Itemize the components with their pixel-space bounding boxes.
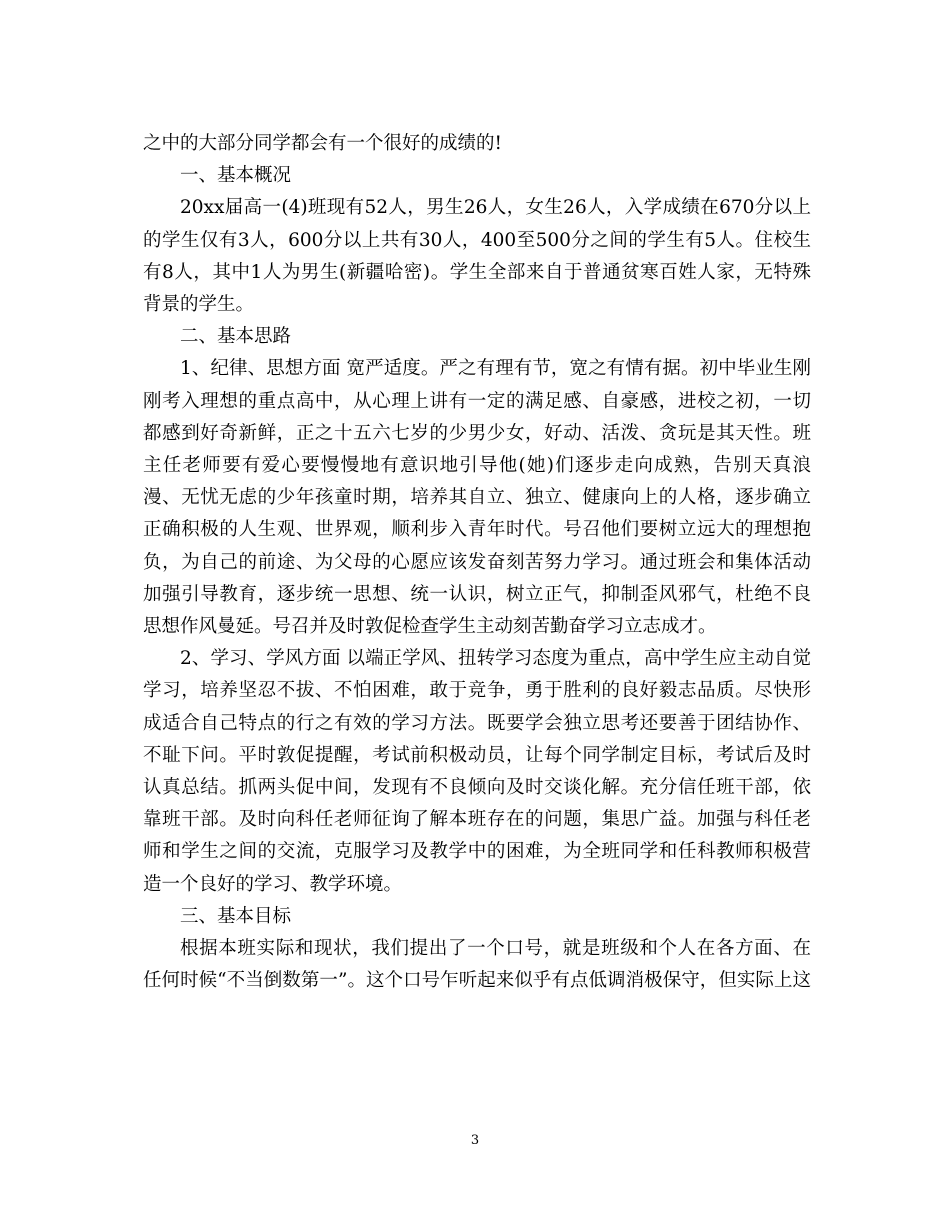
text-line: 一、基本概况 <box>180 165 292 187</box>
text-line: 的学生仅有3人，600分以上共有30人，400至500分之间的学生有5人。住校生 <box>143 229 811 251</box>
text-line: 2、学习、学风方面 以端正学风、扭转学习态度为重点，高中学生应主动自觉 <box>180 648 811 670</box>
text-line: 主任老师要有爱心要慢慢地有意识地引导他(她)们逐步走向成熟，告别天真浪 <box>143 455 811 477</box>
text-line: 1、纪律、思想方面 宽严适度。严之有理有节，宽之有情有据。初中毕业生刚 <box>180 358 811 380</box>
text-line: 根据本班实际和现状，我们提出了一个口号，就是班级和个人在各方面、在 <box>180 938 811 960</box>
text-line: 思想作风曼延。号召并及时敦促检查学生主动刻苦勤奋学习立志成才。 <box>143 616 717 638</box>
text-line: 20xx届高一(4)班现有52人，男生26人，女生26人，入学成绩在670分以上 <box>180 197 811 219</box>
document-body <box>143 128 811 997</box>
text-line: 二、基本思路 <box>180 326 292 348</box>
text-line: 造一个良好的学习、教学环境。 <box>143 873 403 895</box>
text-line: 负，为自己的前途、为父母的心愿应该发奋刻苦努力学习。通过班会和集体活动 <box>143 551 811 573</box>
text-line: 刚考入理想的重点高中，从心理上讲有一定的满足感、自豪感，进校之初，一切 <box>143 390 811 412</box>
text-line: 靠班干部。及时向科任老师征询了解本班存在的问题，集思广益。加强与科任老 <box>143 809 811 831</box>
text-line: 之中的大部分同学都会有一个很好的成绩的! <box>143 133 502 154</box>
text-line: 三、基本目标 <box>180 905 292 927</box>
text-line: 正确积极的人生观、世界观，顺利步入青年时代。号召他们要树立远大的理想抱 <box>143 519 811 541</box>
text-line: 漫、无忧无虑的少年孩童时期，培养其自立、独立、健康向上的人格，逐步确立 <box>143 487 811 509</box>
text-line: 背景的学生。 <box>143 294 255 316</box>
text-line: 有8人，其中1人为男生(新疆哈密)。学生全部来自于普通贫寒百姓人家，无特殊 <box>143 261 811 283</box>
text-line: 成适合自己特点的行之有效的学习方法。既要学会独立思考还要善于团结协作、 <box>143 712 811 734</box>
text-line: 都感到好奇新鲜，正之十五六七岁的少男少女，好动、活泼、贪玩是其天性。班 <box>143 422 811 444</box>
text-line: 学习，培养坚忍不拔、不怕困难，敢于竞争，勇于胜利的良好毅志品质。尽快形 <box>143 680 811 702</box>
text-line: 师和学生之间的交流，克服学习及教学中的困难，为全班同学和任科教师积极营 <box>143 841 811 863</box>
text-line: 加强引导教育，逐步统一思想、统一认识，树立正气，抑制歪风邪气，杜绝不良 <box>143 583 811 605</box>
text-line: 认真总结。抓两头促中间，发现有不良倾向及时交谈化解。充分信任班干部，依 <box>143 777 811 799</box>
text-line: 任何时候“不当倒数第一”。这个口号乍听起来似乎有点低调消极保守，但实际上这 <box>143 970 811 992</box>
text-line: 不耻下问。平时敦促提醒，考试前积极动员，让每个同学制定目标，考试后及时 <box>143 744 811 766</box>
page-number: 3 <box>470 1133 480 1148</box>
